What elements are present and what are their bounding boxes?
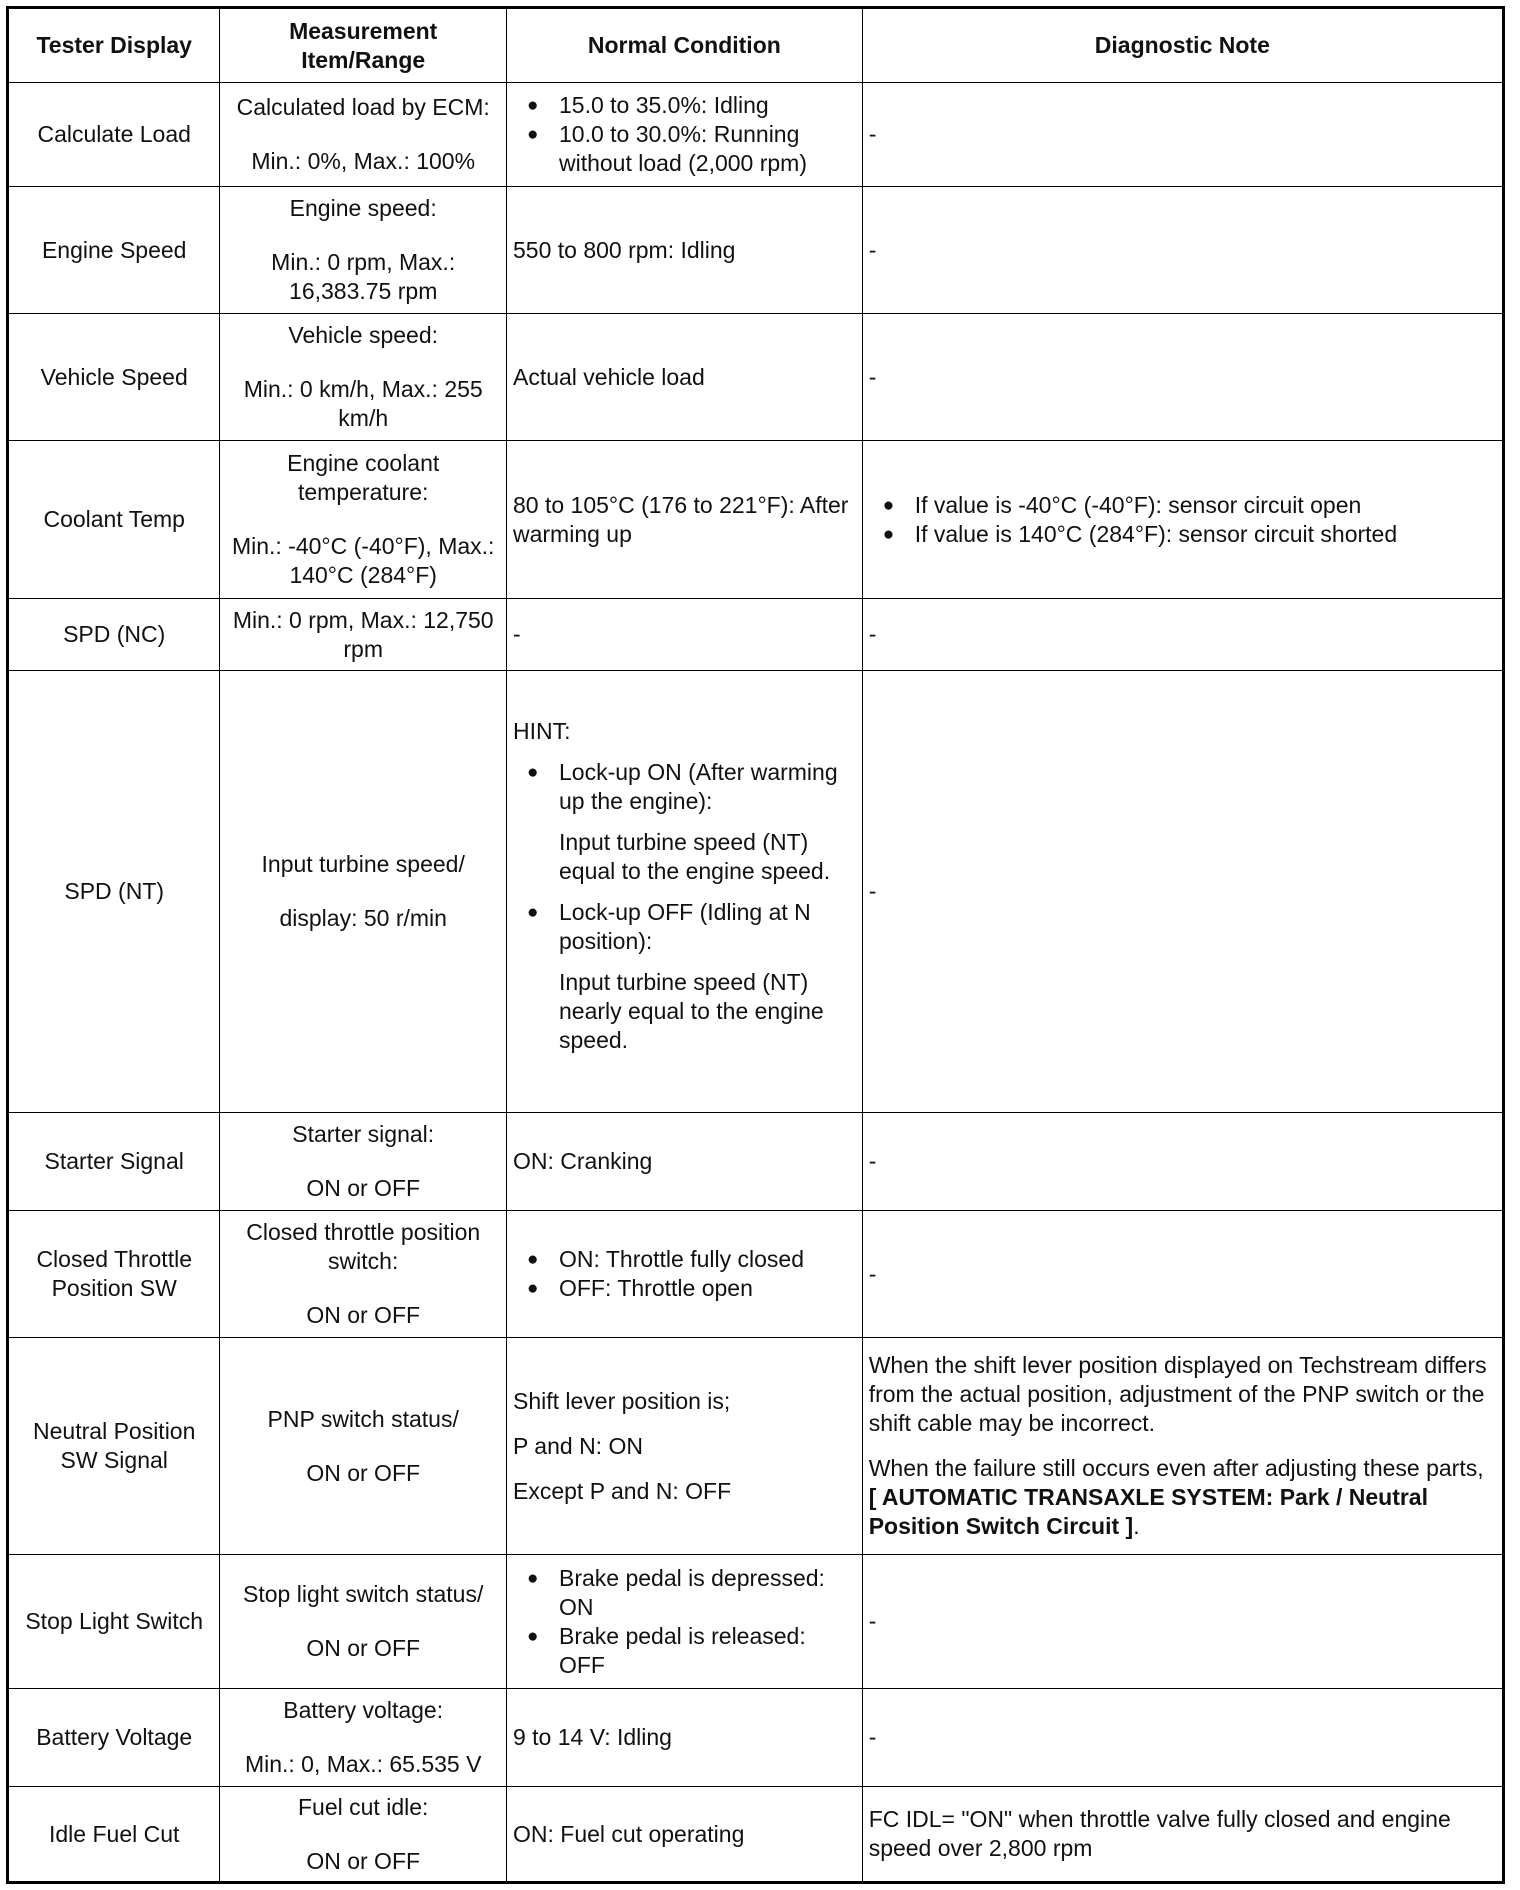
bullet-item: ● Brake pedal is released: OFF xyxy=(513,1622,856,1680)
hint-detail: Input turbine speed (NT) nearly equal to the engine speed. xyxy=(558,968,824,1053)
measurement-line: Engine coolant temperature: xyxy=(287,450,440,505)
tester-display-cell: Stop Light Switch xyxy=(8,1555,220,1689)
header-diagnostic-note: Diagnostic Note xyxy=(862,8,1503,83)
header-measurement-item-range: Measurement Item/Range xyxy=(220,8,507,83)
diagnostic-note-cell: - xyxy=(862,599,1503,671)
tester-display-cell: Neutral Position SW Signal xyxy=(8,1338,220,1555)
measurement-line: Vehicle speed: xyxy=(288,322,439,348)
measurement-cell: Min.: 0 rpm, Max.: 12,750 rpm xyxy=(220,599,507,671)
bullet-item: ● If value is 140°C (284°F): sensor circuit shorted xyxy=(869,520,1496,549)
measurement-line: ON or OFF xyxy=(306,1302,421,1328)
measurement-line: ON or OFF xyxy=(306,1459,421,1486)
data-list-table xyxy=(6,6,1505,1884)
measurement-line: display: 50 r/min xyxy=(279,905,447,931)
normal-condition-cell: 550 to 800 rpm: Idling xyxy=(506,187,862,314)
bullet-item: ● Lock-up ON (After warming up the engine): xyxy=(513,758,856,816)
note-paragraph xyxy=(869,1454,1496,1541)
normal-condition-cell xyxy=(506,1555,862,1689)
diagnostic-note-cell: - xyxy=(862,187,1503,314)
diagnostic-note-cell: - xyxy=(862,671,1503,1113)
measurement-line: Min.: -40°C (-40°F), Max.: 140°C (284°F) xyxy=(231,533,495,588)
tester-display-cell: Coolant Temp xyxy=(8,441,220,599)
tester-display-cell: SPD (NT) xyxy=(8,671,220,1113)
table-row xyxy=(8,1211,1504,1338)
table-row xyxy=(8,1787,1504,1883)
diagnostic-note-cell: - xyxy=(862,314,1503,441)
diagnostic-note-cell: - xyxy=(862,1555,1503,1689)
normal-condition-cell: - xyxy=(506,599,862,671)
measurement-line: Battery voltage: xyxy=(283,1697,444,1723)
header-row xyxy=(8,8,1504,83)
diagnostic-note-cell: - xyxy=(862,1211,1503,1338)
tester-display-cell: Idle Fuel Cut xyxy=(8,1787,220,1883)
diagnostic-note-cell xyxy=(862,1338,1503,1555)
hint-detail: Input turbine speed (NT) equal to the engine speed. xyxy=(558,828,831,884)
normal-condition-cell: ON: Cranking xyxy=(506,1113,862,1211)
tester-display-cell: Battery Voltage xyxy=(8,1689,220,1787)
bullet-item: ● Lock-up OFF (Idling at N position): xyxy=(513,898,856,956)
table-row xyxy=(8,1113,1504,1211)
measurement-cell xyxy=(220,187,507,314)
normal-condition-cell xyxy=(506,1211,862,1338)
bullet-item: ● 10.0 to 30.0%: Running without load (2,000 rpm) xyxy=(513,120,856,178)
condition-line: P and N: ON xyxy=(512,1432,643,1459)
measurement-cell xyxy=(220,671,507,1113)
table-row xyxy=(8,599,1504,671)
measurement-line: Closed throttle position switch: xyxy=(246,1219,481,1274)
table-row xyxy=(8,671,1504,1113)
normal-condition-cell: ON: Fuel cut operating xyxy=(506,1787,862,1883)
table-row xyxy=(8,83,1504,187)
measurement-line: Calculated load by ECM: xyxy=(236,94,490,120)
table-row xyxy=(8,187,1504,314)
diagnostic-note-cell: - xyxy=(862,1113,1503,1211)
normal-condition-cell xyxy=(506,671,862,1113)
tester-display-cell: Vehicle Speed xyxy=(8,314,220,441)
reference-link[interactable]: [ AUTOMATIC TRANSAXLE SYSTEM: Park / Neutral Position Switch Circuit ] xyxy=(868,1484,1428,1539)
bullet-item: ● ON: Throttle fully closed xyxy=(513,1245,856,1274)
tester-display-cell: SPD (NC) xyxy=(8,599,220,671)
measurement-line: Min.: 0, Max.: 65.535 V xyxy=(244,1751,482,1777)
diagnostic-note-cell xyxy=(862,441,1503,599)
normal-condition-cell: Actual vehicle load xyxy=(506,314,862,441)
bullet-item: ● OFF: Throttle open xyxy=(513,1274,856,1303)
measurement-line: Engine speed: xyxy=(289,195,437,221)
condition-line: Except P and N: OFF xyxy=(512,1477,732,1504)
table-row xyxy=(8,314,1504,441)
normal-condition-cell xyxy=(506,1338,862,1555)
table-row xyxy=(8,1689,1504,1787)
measurement-line: Min.: 0 rpm, Max.: 16,383.75 rpm xyxy=(271,249,456,304)
diagnostic-note-cell: - xyxy=(862,1689,1503,1787)
condition-line: Shift lever position is; xyxy=(512,1387,731,1414)
measurement-line: Stop light switch status/ xyxy=(243,1581,484,1607)
table-row xyxy=(8,441,1504,599)
measurement-line: Fuel cut idle: xyxy=(298,1793,429,1820)
header-tester-display: Tester Display xyxy=(8,8,220,83)
diagnostic-note-cell: - xyxy=(862,83,1503,187)
diagnostic-note-cell: FC IDL= "ON" when throttle valve fully closed and engine speed over 2,800 rpm xyxy=(862,1787,1503,1883)
bullet-item: ● 15.0 to 35.0%: Idling xyxy=(513,91,856,120)
table-row xyxy=(8,1338,1504,1555)
measurement-cell xyxy=(220,314,507,441)
tester-display-cell: Engine Speed xyxy=(8,187,220,314)
measurement-line: PNP switch status/ xyxy=(267,1405,459,1432)
table-row xyxy=(8,1555,1504,1689)
measurement-cell xyxy=(220,83,507,187)
measurement-line: ON or OFF xyxy=(306,1635,421,1661)
measurement-line: Input turbine speed/ xyxy=(261,851,465,877)
normal-condition-cell xyxy=(506,83,862,187)
measurement-line: Min.: 0 km/h, Max.: 255 km/h xyxy=(243,376,483,431)
bullet-item: ● Brake pedal is depressed: ON xyxy=(513,1564,856,1622)
bullet-item: ● If value is -40°C (-40°F): sensor circuit open xyxy=(869,491,1496,520)
measurement-cell xyxy=(220,1211,507,1338)
measurement-line: Starter signal: xyxy=(292,1121,435,1147)
normal-condition-cell: 9 to 14 V: Idling xyxy=(506,1689,862,1787)
header-normal-condition: Normal Condition xyxy=(506,8,862,83)
measurement-line: ON or OFF xyxy=(306,1175,421,1201)
tester-display-cell: Closed Throttle Position SW xyxy=(8,1211,220,1338)
measurement-cell xyxy=(220,1338,507,1555)
measurement-cell xyxy=(220,1555,507,1689)
measurement-cell xyxy=(220,1113,507,1211)
tester-display-cell: Calculate Load xyxy=(8,83,220,187)
measurement-cell xyxy=(220,441,507,599)
normal-condition-cell: 80 to 105°C (176 to 221°F): After warming up xyxy=(506,441,862,599)
measurement-cell xyxy=(220,1689,507,1787)
tester-display-cell: Starter Signal xyxy=(8,1113,220,1211)
note-paragraph: When the shift lever position displayed on Techstream differs from the actual position, adjustment of the PNP switch or the shift cable may be incorrect. xyxy=(868,1352,1487,1436)
measurement-cell xyxy=(220,1787,507,1883)
note-prefix: When the failure still occurs even after adjusting these parts, xyxy=(868,1455,1484,1481)
hint-label: HINT: xyxy=(512,717,571,744)
measurement-line: Min.: 0%, Max.: 100% xyxy=(251,148,476,174)
measurement-line: ON or OFF xyxy=(306,1847,421,1874)
note-suffix: . xyxy=(1133,1513,1140,1539)
